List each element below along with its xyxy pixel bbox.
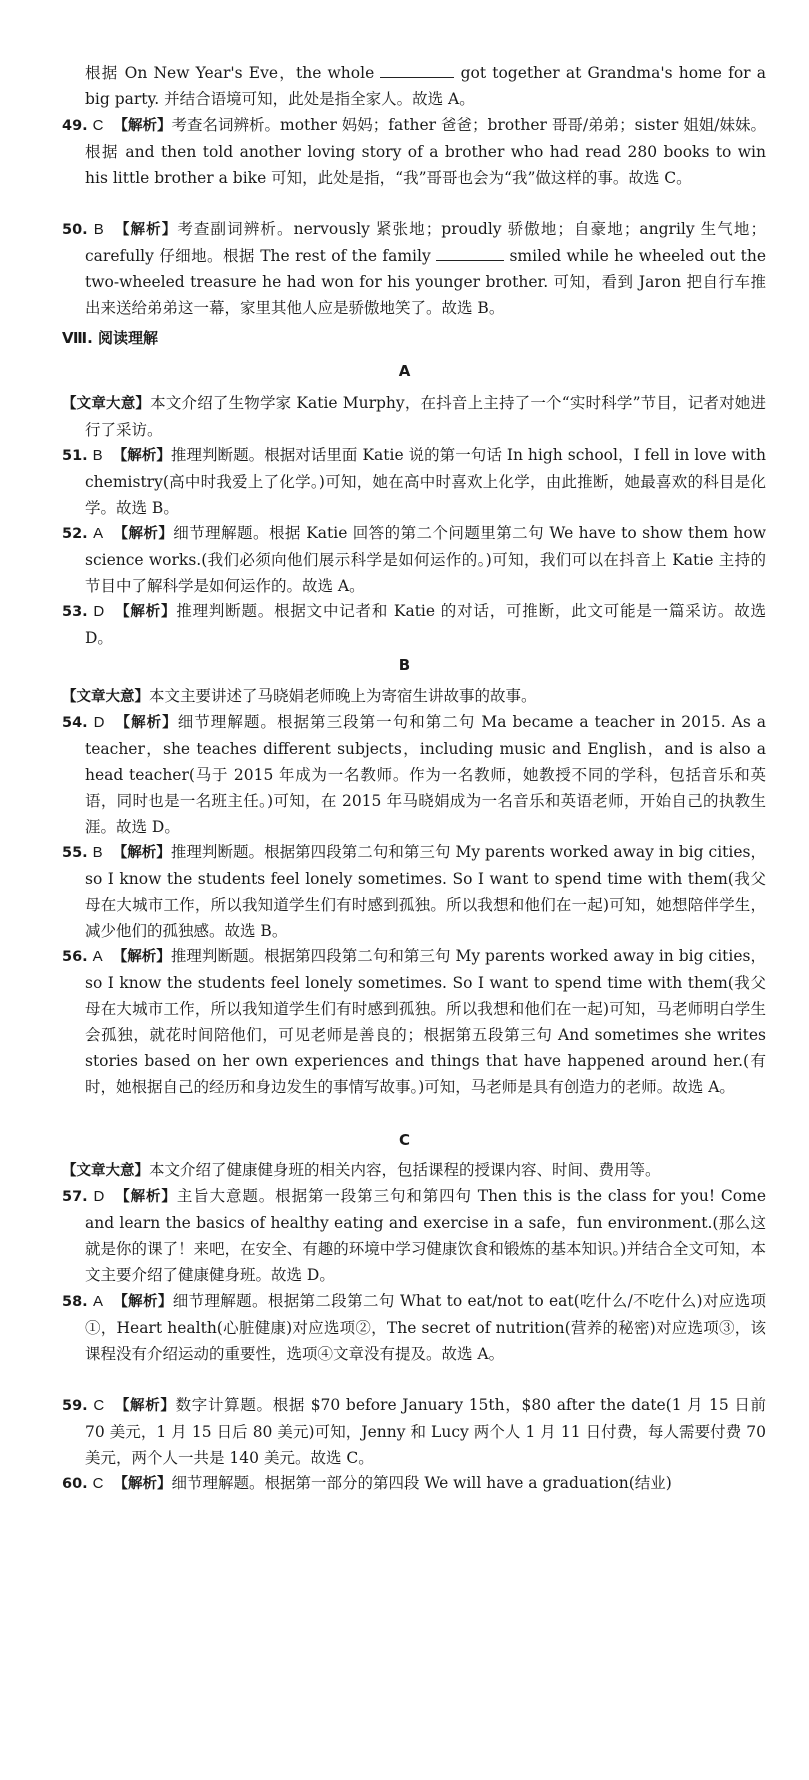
analysis-tag: 【解析】 — [113, 1476, 172, 1492]
explanation-text: 推理判断题。根据对话里面 Katie 说的第一句话 In high school，I fell in love with chemistry(高中时我爱上了化学。)可知，她在高中时喜欢上化学，由此推断，她最喜欢的科目是化学。故选 B。 — [85, 446, 766, 517]
passage-b-heading: B — [398, 656, 411, 674]
answer-item-53 — [62, 598, 766, 651]
analysis-tag: 【解析】 — [114, 1189, 177, 1205]
answer-item-54 — [62, 709, 766, 840]
analysis-tag: 【解析】 — [112, 949, 171, 965]
answer-letter: A — [92, 1293, 103, 1310]
passage-b-summary — [62, 683, 766, 710]
explanation-text: 推理判断题。根据文中记者和 Katie 的对话，可推断，此文可能是一篇采访。故选 D。 — [85, 602, 766, 647]
summary-text: 本文介绍了生物学家 Katie Murphy，在抖音上主持了一个“实时科学”节目，记者对她进行了采访。 — [85, 394, 766, 439]
answer-item-51 — [62, 442, 766, 521]
analysis-tag: 【解析】 — [114, 1398, 176, 1414]
passage-c-summary — [62, 1157, 766, 1184]
answer-item-55 — [62, 839, 766, 944]
question-number: 60. — [62, 1476, 88, 1492]
answer-item-59 — [62, 1392, 766, 1471]
answer-item-50 — [62, 216, 766, 321]
explanation-text: 细节理解题。根据第一部分的第四段 We will have a graduation(结业) — [171, 1474, 672, 1492]
answer-letter: B — [92, 447, 103, 464]
question-number: 59. — [62, 1398, 88, 1414]
explanation-text: 推理判断题。根据第四段第二句和第三句 My parents worked away in big cities，so I know the students feel lonely sometimes. So I want to spend time with them(我父母在大城市工作，所以我知道学生们有时感到孤独。所以我想和他们在一起)可知，马老师明白学生会孤独，就花时间陪他们，可见老师是善良的；根据第五段第三句 And sometimes she writes stories based on her own experiences and things that have happened around her.(有时，她根据自己的经历和身边发生的事情写故事。)可知，马老师是具有创造力的老师。故选 A。 — [85, 947, 766, 1096]
answer-item-49 — [62, 112, 766, 191]
summary-tag: 【文章大意】 — [62, 396, 151, 412]
section-heading: Ⅷ. 阅读理解 — [62, 329, 159, 347]
explanation-text: 考查副词辨析。nervously 紧张地；proudly 骄傲地；自豪地；angrily 生气地；carefully 仔细地。根据 The rest of the family — [85, 220, 766, 265]
explanation-text: 推理判断题。根据第四段第二句和第三句 My parents worked away in big cities，so I know the students feel lonely sometimes. So I want to spend time with them(我父母在大城市工作，所以我知道学生们有时感到孤独。所以我想和他们在一起)可知，她想陪伴学生，减少他们的孤独感。故选 B。 — [85, 843, 766, 940]
analysis-tag: 【解析】 — [112, 448, 171, 464]
continued-explanation-48 — [85, 60, 766, 112]
answer-letter: C — [92, 1475, 104, 1492]
explanation-text: 数字计算题。根据 $70 before January 15th，$80 after the date(1 月 15 日前 70 美元，1 月 15 日后 80 美元)可知，Jenny 和 Lucy 两个人 1 月 11 日付费，每人需要付费 70 美元，两个人一共是 140 美元。故选 C。 — [85, 1396, 767, 1467]
answer-letter: B — [93, 221, 104, 238]
fill-in-blank — [380, 63, 454, 78]
answer-item-57 — [62, 1183, 766, 1288]
answer-letter: A — [92, 948, 103, 965]
question-number: 56. — [62, 949, 88, 965]
answer-item-52 — [62, 520, 766, 599]
answer-item-58 — [62, 1288, 766, 1367]
summary-text: 本文主要讲述了马晓娟老师晚上为寄宿生讲故事的故事。 — [149, 687, 537, 705]
answer-letter: C — [92, 117, 104, 134]
answer-letter: C — [93, 1397, 105, 1414]
answer-letter: D — [93, 603, 105, 620]
question-number: 52. — [62, 526, 88, 542]
explanation-text: 细节理解题。根据第三段第一句和第二句 Ma became a teacher in 2015. As a teacher，she teaches different subjects，including music and English，and is also a head teacher(马于 2015 年成为一名教师。作为一名教师，她教授不同的学科，包括音乐和英语，同时也是一名班主任。)可知，在 2015 年马晓娟成为一名音乐和英语老师，开始自己的执教生涯。故选 D。 — [85, 713, 766, 836]
text-segment: got together at Grandma's home for a big party. 并结合语境可知，此处是指全家人。故选 A。 — [85, 64, 766, 108]
explanation-text: 考查名词辨析。mother 妈妈；father 爸爸；brother 哥哥/弟弟；sister 姐姐/妹妹。根据 and then told another loving story of a brother who had read 280 books to win his little brother a bike 可知，此处是指，“我”哥哥也会为“我”做这样的事。故选 C。 — [85, 116, 766, 187]
explanation-text: 主旨大意题。根据第一段第三句和第四句 Then this is the class for you! Come and learn the basics of healthy eating and exercise in a safe，fun environment.(那么这就是你的课了！来吧，在安全、有趣的环境中学习健康饮食和锻炼的基本知识。)并结合全文可知，本文主要介绍了健康健身班。故选 D。 — [85, 1187, 766, 1284]
analysis-tag: 【解析】 — [114, 715, 178, 731]
question-number: 57. — [62, 1189, 88, 1205]
explanation-text: 细节理解题。根据 Katie 回答的第二个问题里第二句 We have to show them how science works.(我们必须向他们展示科学是如何运作的。)可知，我们可以在抖音上 Katie 主持的节目中了解科学是如何运作的。故选 A。 — [85, 524, 767, 595]
passage-a-summary — [62, 390, 766, 443]
analysis-tag: 【解析】 — [113, 526, 174, 542]
fill-in-blank — [436, 246, 504, 261]
explanation-text: 细节理解题。根据第二段第二句 What to eat/not to eat(吃什么/不吃什么)对应选项①，Heart health(心脏健康)对应选项②，The secret of nutrition(营养的秘密)对应选项③，该课程没有介绍运动的重要性，选项④文章没有提及。故选 A。 — [85, 1292, 766, 1363]
analysis-tag: 【解析】 — [113, 118, 172, 134]
question-number: 54. — [62, 715, 88, 731]
explanation-text: smiled while he wheeled out the two-wheeled treasure he had won for his younger brother. 可知，看到 Jaron 把自行车推出来送给弟弟这一幕，家里其他人应是骄傲地笑了。故选 B。 — [85, 247, 766, 317]
question-number: 50. — [62, 222, 88, 238]
analysis-tag: 【解析】 — [112, 1294, 173, 1310]
answer-item-60 — [62, 1470, 766, 1497]
summary-text: 本文介绍了健康健身班的相关内容，包括课程的授课内容、时间、费用等。 — [149, 1161, 661, 1179]
analysis-tag: 【解析】 — [113, 222, 178, 238]
analysis-tag: 【解析】 — [112, 845, 171, 861]
answer-letter: B — [92, 844, 103, 861]
summary-tag: 【文章大意】 — [62, 1163, 149, 1179]
passage-a-heading: A — [398, 362, 411, 380]
text-segment: 根据 On New Year's Eve，the whole — [85, 64, 375, 82]
answer-letter: D — [93, 714, 105, 731]
question-number: 49. — [62, 118, 88, 134]
answer-letter: A — [93, 525, 104, 542]
question-number: 51. — [62, 448, 88, 464]
answer-letter: D — [93, 1188, 105, 1205]
question-number: 58. — [62, 1294, 88, 1310]
answer-item-56 — [62, 943, 766, 1100]
summary-tag: 【文章大意】 — [62, 689, 149, 705]
passage-c-heading: C — [398, 1131, 410, 1149]
question-number: 53. — [62, 604, 88, 620]
question-number: 55. — [62, 845, 88, 861]
analysis-tag: 【解析】 — [114, 604, 177, 620]
